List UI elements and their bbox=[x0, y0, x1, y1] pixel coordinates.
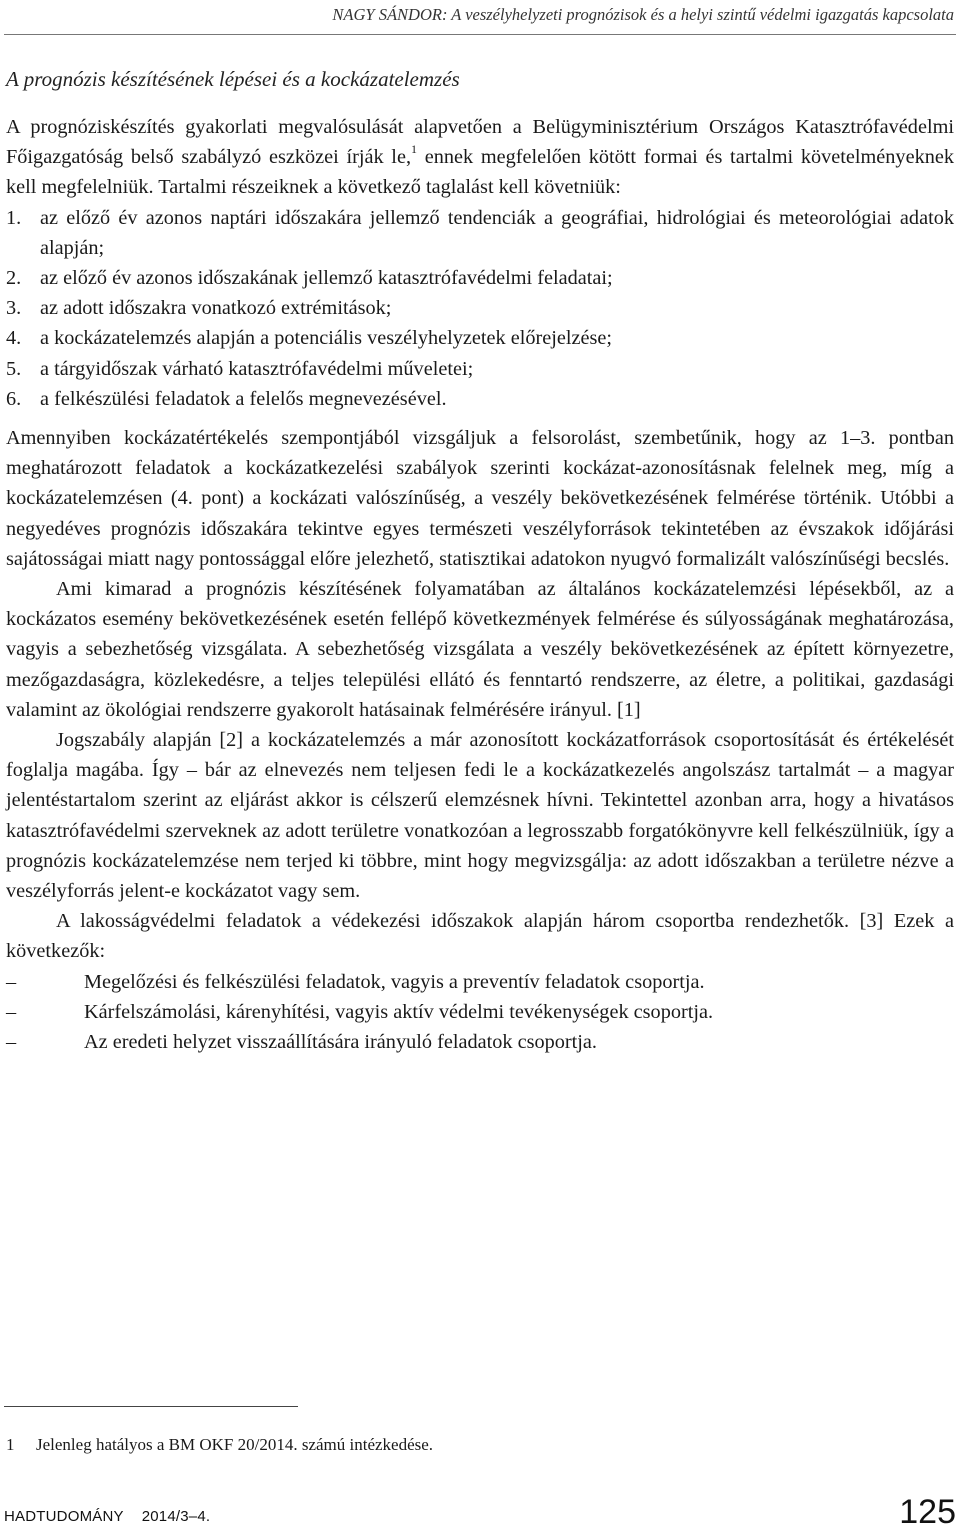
running-head: NAGY SÁNDOR: A veszélyhelyzeti prognózisok és a helyi szintű védelmi igazgatás kapcsolata bbox=[332, 5, 954, 24]
list-item bbox=[6, 323, 954, 353]
footnote-text: Jelenleg hatályos a BM OKF 20/2014. számú intézkedése. bbox=[36, 1435, 434, 1454]
list-item-text: Kárfelszámolási, kárenyhítési, vagyis aktív védelmi tevékenységek csoportja. bbox=[84, 1000, 714, 1023]
footnote-reference[interactable]: 1 bbox=[411, 142, 418, 157]
list-item bbox=[6, 203, 954, 263]
prognosis-steps-list bbox=[6, 203, 954, 414]
page-number: 125 bbox=[899, 1493, 956, 1531]
footnote-rule bbox=[4, 1406, 298, 1407]
list-dash: – bbox=[6, 970, 17, 993]
header-rule bbox=[4, 34, 956, 35]
list-dash: – bbox=[6, 1000, 17, 1023]
body-paragraph: Ami kimarad a prognózis készítésének folyamatában az általános kockázatelemzési lépésekből, az a kockázatos esemény bekövetkezésének esetén fellépő következmények felmérése és súlyosságának meghatározása, vagyis a sebezhetőség vizsgálata. A sebezhetőség vizsgálata a veszély bekövetkezésének az épített környezetre, mezőgazdaságra, közlekedésre, a teljes települési ellátó és fenntartó rendszerre, az életre, a politikai, gazdasági valamint az ökológiai rendszerre gyakorolt hatásainak felmérésére irányul. [1] bbox=[6, 578, 954, 721]
list-item-text: az adott időszakra vonatkozó extrémitások; bbox=[40, 297, 392, 320]
journal-issue: 2014/3–4. bbox=[141, 1508, 211, 1525]
list-item-text: Megelőzési és felkészülési feladatok, vagyis a preventív feladatok csoportja. bbox=[84, 970, 705, 993]
list-item-number: 6. bbox=[6, 387, 22, 410]
list-item bbox=[6, 1027, 954, 1057]
journal-name: HADTUDOMÁNY bbox=[4, 1508, 124, 1525]
journal-footer bbox=[4, 1508, 210, 1525]
section-title: A prognózis készítésének lépései és a kockázatelemzés bbox=[6, 67, 460, 91]
list-item-number: 3. bbox=[6, 297, 22, 320]
list-item-text: a tárgyidőszak várható katasztrófavédelmi műveletei; bbox=[40, 357, 474, 380]
list-item-number: 4. bbox=[6, 327, 22, 350]
list-item bbox=[6, 384, 954, 414]
list-item bbox=[6, 967, 954, 997]
list-item-text: a kockázatelemzés alapján a potenciális veszélyhelyzetek előrejelzése; bbox=[40, 327, 613, 350]
list-item-text: a felkészülési feladatok a felelős megnevezésével. bbox=[40, 387, 447, 410]
list-item-number: 1. bbox=[6, 206, 22, 229]
list-item bbox=[6, 263, 954, 293]
article-body bbox=[6, 112, 954, 1057]
intro-paragraph bbox=[6, 112, 954, 203]
list-item-number: 5. bbox=[6, 357, 22, 380]
intro-text-continued: ennek megfelelően kötött formai és tartalmi követelményeknek kell megfelelniük. Tartalmi részeiknek a következő taglalást kell követniük: bbox=[6, 146, 954, 199]
footnote bbox=[6, 1435, 433, 1455]
body-paragraph: Jogszabály alapján [2] a kockázatelemzés a már azonosított kockázatforrások csoportosítását és értékelését foglalja magába. Így – bár az elnevezés nem teljesen fedi le a kockázatkezelés angolszász tartalmát – a magyar jelentéstartalom szerint az eljárást akkor is célszerű elemzésnek hívni. Tekintettel azonban arra, hogy a hivatásos katasztrófavédelmi szerveknek az adott területre vonatkozóan a legrosszabb forgatókönyvre kell felkészülniük, így a prognózis kockázatelemzése nem terjed ki többre, mint hogy megvizsgálja: az adott időszakban a területre nézve a veszélyforrás jelent-e kockázatot vagy sem. bbox=[6, 729, 954, 903]
list-item-text: az előző év azonos időszakának jellemző katasztrófavédelmi feladatai; bbox=[40, 267, 613, 290]
footnote-number: 1 bbox=[6, 1435, 15, 1454]
list-item bbox=[6, 997, 954, 1027]
list-item-text: Az eredeti helyzet visszaállítására irányuló feladatok csoportja. bbox=[84, 1031, 598, 1054]
list-item bbox=[6, 354, 954, 384]
body-paragraph: Amennyiben kockázatértékelés szempontjából vizsgáljuk a felsorolást, szembetűnik, hogy az 1–3. pontban meghatározott feladatok a kockázatkezelési szabályok szerinti kockázat-azonosításnak felelnek meg, míg a kockázatelemzésen (4. pont) a kockázati valószínűség, a veszély bekövetkezésének felmérése történik. Utóbbi a negyedéves prognózis időszakára tekintve egyes természeti veszélyforrások tekintetében az évszakok időjárási sajátosságai miatt nagy pontossággal előre jelezhető, statisztikai adatokon nyugvó formalizált valószínűségi becslés. bbox=[6, 427, 954, 570]
list-item bbox=[6, 293, 954, 323]
intro-text: A prognóziskészítés gyakorlati megvalósulását alapvetően a Belügyminisztérium Országos Katasztrófavédelmi Főigazgatóság belső szabályzó eszközei írják le, bbox=[6, 116, 954, 169]
list-dash: – bbox=[6, 1031, 17, 1054]
list-item-text: az előző év azonos naptári időszakára jellemző tendenciák a geográfiai, hidrológiai és meteorológiai adatok alapján; bbox=[40, 206, 954, 259]
task-groups-list bbox=[6, 967, 954, 1058]
list-item-number: 2. bbox=[6, 267, 22, 290]
body-paragraph: A lakosságvédelmi feladatok a védekezési időszakok alapján három csoportba rendezhetők. [3] Ezek a következők: bbox=[6, 910, 954, 963]
